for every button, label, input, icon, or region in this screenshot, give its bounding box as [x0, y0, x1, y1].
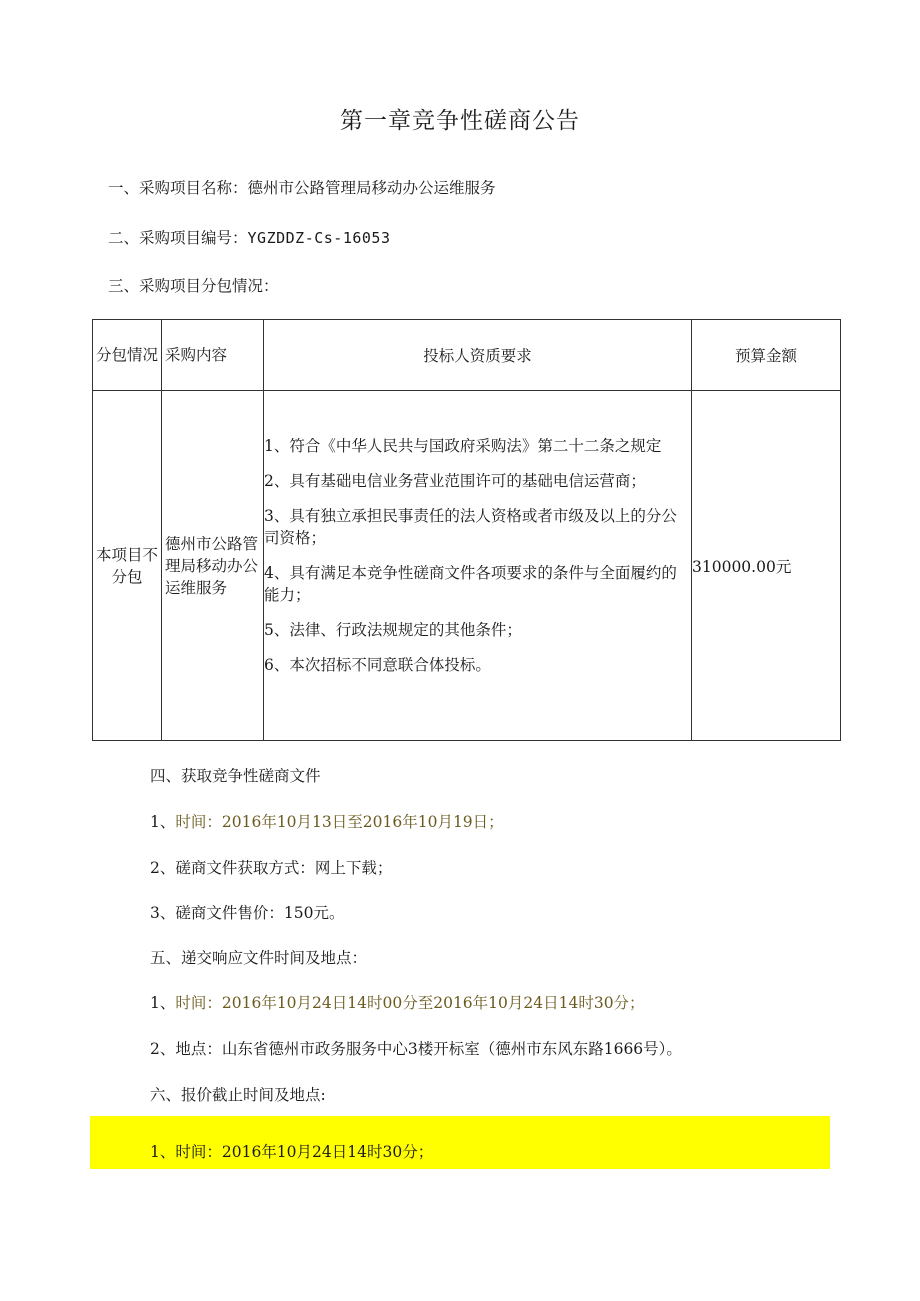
requirement-item: 5、法律、行政法规规定的其他条件； [264, 621, 522, 639]
project-name-label: 一、采购项目名称： [108, 179, 248, 197]
header-package: 分包情况 [93, 320, 162, 391]
table-header-row [93, 320, 841, 391]
section5-time [150, 991, 645, 1013]
section6-time: 1、时间：2016年10月24日14时30分； [150, 1143, 434, 1161]
section5-time-label: 1、 [150, 994, 176, 1012]
project-name-line [108, 176, 496, 198]
section5-heading: 五、递交响应文件时间及地点： [150, 949, 368, 967]
section4-time-label: 1、 [150, 813, 176, 831]
section4-price: 3、磋商文件售价：150元。 [150, 904, 345, 922]
requirement-item: 1、符合《中华人民共与国政府采购法》第二十二条之规定 [264, 437, 662, 455]
section4-time [150, 810, 504, 832]
package-table [92, 319, 841, 741]
cell-requirements [264, 391, 692, 741]
project-number-label: 二、采购项目编号： [108, 229, 248, 247]
cell-package: 本项目不分包 [93, 391, 162, 741]
requirement-item: 6、本次招标不同意联合体投标。 [264, 656, 491, 674]
section4-time-value: 时间：2016年10月13日至2016年10月19日； [175, 813, 504, 831]
cell-content: 德州市公路管理局移动办公运维服务 [162, 391, 264, 741]
table-row [93, 391, 841, 741]
requirements-list [264, 433, 691, 698]
requirement-item: 4、具有满足本竞争性磋商文件各项要求的条件与全面履约的能力； [264, 564, 677, 604]
section5-time-value: 时间：2016年10月24日14时00分至2016年10月24日14时30分； [175, 994, 645, 1012]
project-name-value: 德州市公路管理局移动办公运维服务 [247, 179, 496, 197]
project-number-line [108, 226, 390, 248]
header-requirements: 投标人资质要求 [264, 320, 692, 391]
section4-method: 2、磋商文件获取方式：网上下载； [150, 859, 393, 877]
cell-budget: 310000.00元 [692, 391, 841, 741]
requirement-item: 3、具有独立承担民事责任的法人资格或者市级及以上的分公司资格； [264, 507, 677, 547]
header-budget: 预算金额 [692, 320, 841, 391]
project-number-value: YGZDDZ-Cs-16053 [247, 229, 391, 247]
page-title: 第一章竞争性磋商公告 [340, 108, 580, 134]
package-info-heading: 三、采购项目分包情况： [108, 277, 279, 295]
section6-heading: 六、报价截止时间及地点: [150, 1086, 326, 1104]
requirement-item: 2、具有基础电信业务营业范围许可的基础电信运营商； [264, 472, 646, 490]
header-content: 采购内容 [162, 320, 264, 391]
section4-heading: 四、获取竞争性磋商文件 [150, 767, 321, 785]
section5-place: 2、地点：山东省德州市政务服务中心3楼开标室（德州市东风东路1666号）。 [150, 1040, 682, 1058]
